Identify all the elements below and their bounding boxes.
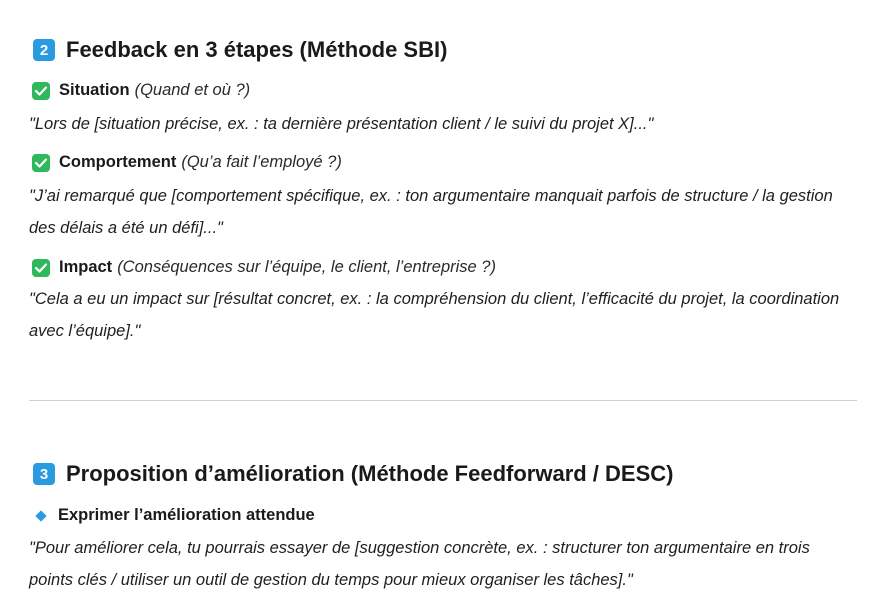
blue-diamond-icon xyxy=(35,510,46,521)
section-divider xyxy=(29,400,857,401)
item-label: Exprimer l’amélioration attendue xyxy=(58,506,315,524)
item-quote: "Lors de [situation précise, ex. : ta dernière présentation client / le suivi du projet X]..." xyxy=(29,115,654,133)
section-2-title: Feedback en 3 étapes (Méthode SBI) xyxy=(66,37,448,62)
check-icon xyxy=(32,259,50,277)
item-label: Impact xyxy=(59,258,113,276)
item-label: Comportement xyxy=(59,153,177,171)
section-3-title: Proposition d’amélioration (Méthode Feedforward / DESC) xyxy=(66,461,674,486)
number-3-icon: 3 xyxy=(33,463,55,485)
item-hint: (Conséquences sur l’équipe, le client, l’entreprise ?) xyxy=(117,258,496,276)
check-icon xyxy=(32,154,50,172)
item-quote: "J’ai remarqué que [comportement spécifique, ex. : ton argumentaire manquait parfois de structure / la gestion des délais a été un défi]..." xyxy=(29,187,833,237)
item-hint: (Quand et où ?) xyxy=(134,81,251,99)
item-label: Situation xyxy=(59,81,130,99)
item-situation xyxy=(29,81,250,100)
section-2-heading xyxy=(29,37,447,63)
item-impact xyxy=(29,258,496,277)
item-hint: (Qu’a fait l’employé ?) xyxy=(181,153,342,171)
number-2-icon: 2 xyxy=(33,39,55,61)
section-3-heading xyxy=(29,461,673,487)
item-quote: "Pour améliorer cela, tu pourrais essayer de [suggestion concrète, ex. : structurer ton argumentaire en trois points clés / utiliser un outil de gestion du temps pour mieux organiser les tâches]." xyxy=(29,539,810,589)
item-comportement xyxy=(29,153,342,172)
check-icon xyxy=(32,82,50,100)
item-quote: "Cela a eu un impact sur [résultat concret, ex. : la compréhension du client, l’efficacité du projet, la coordination avec l’équipe]." xyxy=(29,290,840,340)
item-amelioration xyxy=(29,506,315,525)
